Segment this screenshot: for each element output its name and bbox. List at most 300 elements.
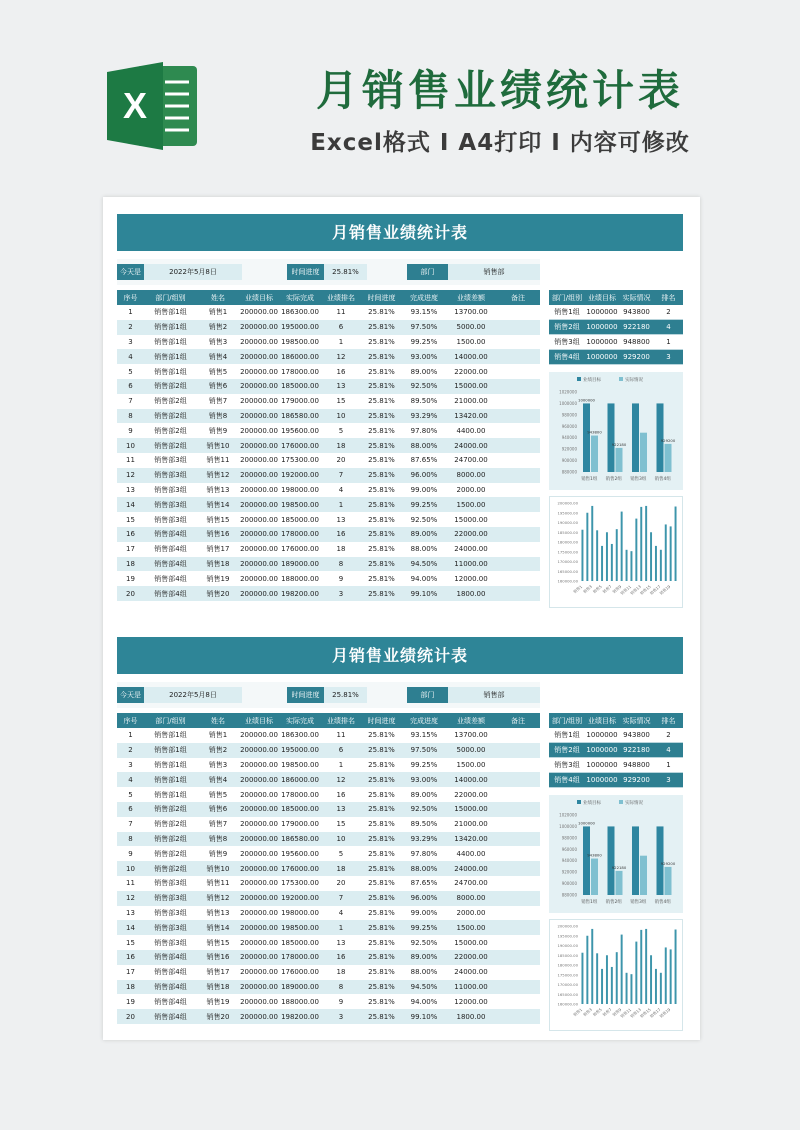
table-cell[interactable]: 176000.00 [279, 965, 321, 980]
table-cell[interactable]: 15000.00 [446, 935, 496, 950]
table-cell[interactable]: 销售2 [197, 743, 239, 758]
group-cell[interactable]: 1000000 [585, 743, 619, 758]
table-cell[interactable] [496, 527, 540, 542]
table-cell[interactable]: 175300.00 [279, 876, 321, 891]
table-cell[interactable]: 9 [321, 994, 361, 1009]
table-cell[interactable]: 94.00% [402, 571, 446, 586]
table-cell[interactable]: 14000.00 [446, 349, 496, 364]
table-cell[interactable] [496, 920, 540, 935]
table-cell[interactable]: 200000.00 [239, 364, 279, 379]
table-cell[interactable]: 200000.00 [239, 527, 279, 542]
table-cell[interactable]: 200000.00 [239, 586, 279, 601]
table-cell[interactable]: 销售部1组 [144, 787, 197, 802]
table-cell[interactable] [496, 876, 540, 891]
group-cell[interactable]: 1000000 [585, 758, 619, 773]
group-cell[interactable]: 销售2组 [549, 320, 585, 335]
table-cell[interactable]: 200000.00 [239, 497, 279, 512]
table-cell[interactable]: 87.65% [402, 453, 446, 468]
group-cell[interactable]: 销售3组 [549, 758, 585, 773]
table-cell[interactable]: 7 [117, 394, 144, 409]
table-cell[interactable]: 200000.00 [239, 891, 279, 906]
table-cell[interactable] [496, 557, 540, 572]
table-cell[interactable]: 销售部2组 [144, 861, 197, 876]
table-cell[interactable]: 2 [117, 320, 144, 335]
table-cell[interactable]: 销售18 [197, 980, 239, 995]
table-cell[interactable]: 25.81% [361, 542, 402, 557]
table-cell[interactable]: 18 [321, 438, 361, 453]
table-cell[interactable]: 1 [117, 305, 144, 320]
group-cell[interactable]: 销售4组 [549, 349, 585, 364]
table-cell[interactable]: 20 [117, 586, 144, 601]
table-cell[interactable]: 销售部1组 [144, 758, 197, 773]
table-cell[interactable] [496, 379, 540, 394]
table-cell[interactable]: 9 [321, 571, 361, 586]
table-cell[interactable]: 销售部2组 [144, 409, 197, 424]
table-cell[interactable]: 销售7 [197, 394, 239, 409]
table-cell[interactable]: 200000.00 [239, 980, 279, 995]
table-cell[interactable]: 销售2 [197, 320, 239, 335]
table-cell[interactable]: 185000.00 [279, 379, 321, 394]
table-cell[interactable]: 销售部4组 [144, 950, 197, 965]
table-cell[interactable]: 178000.00 [279, 364, 321, 379]
table-cell[interactable]: 销售9 [197, 846, 239, 861]
table-cell[interactable]: 14000.00 [446, 772, 496, 787]
table-cell[interactable]: 1 [321, 758, 361, 773]
table-cell[interactable] [496, 586, 540, 601]
table-cell[interactable]: 200000.00 [239, 920, 279, 935]
table-cell[interactable]: 21000.00 [446, 394, 496, 409]
table-cell[interactable] [496, 817, 540, 832]
table-cell[interactable]: 25.81% [361, 772, 402, 787]
table-cell[interactable]: 16 [117, 950, 144, 965]
table-cell[interactable]: 200000.00 [239, 423, 279, 438]
table-cell[interactable]: 销售部3组 [144, 906, 197, 921]
table-cell[interactable]: 3 [117, 758, 144, 773]
group-cell[interactable]: 3 [654, 349, 683, 364]
table-cell[interactable]: 销售10 [197, 861, 239, 876]
table-cell[interactable]: 销售部2组 [144, 438, 197, 453]
table-cell[interactable]: 销售13 [197, 483, 239, 498]
table-cell[interactable]: 25.81% [361, 349, 402, 364]
table-cell[interactable]: 5 [321, 423, 361, 438]
group-cell[interactable]: 1000000 [585, 728, 619, 743]
table-cell[interactable]: 25.81% [361, 586, 402, 601]
table-cell[interactable]: 99.25% [402, 335, 446, 350]
table-cell[interactable]: 25.81% [361, 846, 402, 861]
table-cell[interactable]: 24000.00 [446, 438, 496, 453]
table-cell[interactable]: 198000.00 [279, 483, 321, 498]
table-cell[interactable]: 185000.00 [279, 935, 321, 950]
table-cell[interactable] [496, 423, 540, 438]
table-cell[interactable]: 12000.00 [446, 994, 496, 1009]
table-cell[interactable] [496, 728, 540, 743]
table-cell[interactable]: 25.81% [361, 994, 402, 1009]
table-cell[interactable]: 销售15 [197, 512, 239, 527]
table-cell[interactable]: 16 [321, 787, 361, 802]
table-cell[interactable]: 192000.00 [279, 468, 321, 483]
group-cell[interactable]: 948800 [619, 758, 654, 773]
table-cell[interactable]: 销售部4组 [144, 980, 197, 995]
table-cell[interactable]: 销售部4组 [144, 965, 197, 980]
table-cell[interactable]: 销售部2组 [144, 423, 197, 438]
table-cell[interactable] [496, 861, 540, 876]
table-cell[interactable]: 5 [117, 787, 144, 802]
table-cell[interactable]: 10 [321, 832, 361, 847]
table-cell[interactable]: 销售部3组 [144, 497, 197, 512]
group-cell[interactable]: 1000000 [585, 305, 619, 320]
table-cell[interactable]: 2000.00 [446, 483, 496, 498]
table-cell[interactable]: 200000.00 [239, 335, 279, 350]
table-cell[interactable]: 5000.00 [446, 320, 496, 335]
table-cell[interactable]: 6 [117, 379, 144, 394]
table-cell[interactable]: 销售部3组 [144, 453, 197, 468]
table-cell[interactable]: 25.81% [361, 483, 402, 498]
table-cell[interactable]: 销售4 [197, 772, 239, 787]
table-cell[interactable]: 1 [321, 335, 361, 350]
table-cell[interactable]: 16 [321, 364, 361, 379]
table-cell[interactable]: 18 [117, 980, 144, 995]
table-cell[interactable] [496, 772, 540, 787]
table-cell[interactable]: 93.29% [402, 832, 446, 847]
table-cell[interactable]: 93.00% [402, 772, 446, 787]
table-cell[interactable]: 销售部1组 [144, 335, 197, 350]
table-cell[interactable]: 销售16 [197, 527, 239, 542]
group-cell[interactable]: 1 [654, 335, 683, 350]
group-cell[interactable]: 922180 [619, 320, 654, 335]
table-cell[interactable]: 销售1 [197, 305, 239, 320]
table-cell[interactable]: 25.81% [361, 394, 402, 409]
table-cell[interactable]: 97.50% [402, 320, 446, 335]
table-cell[interactable]: 4 [117, 772, 144, 787]
table-cell[interactable]: 销售部2组 [144, 394, 197, 409]
table-cell[interactable]: 200000.00 [239, 787, 279, 802]
table-cell[interactable]: 12 [117, 891, 144, 906]
table-cell[interactable]: 16 [321, 950, 361, 965]
table-cell[interactable]: 25.81% [361, 935, 402, 950]
table-cell[interactable]: 89.00% [402, 950, 446, 965]
table-cell[interactable]: 1800.00 [446, 1009, 496, 1024]
table-cell[interactable]: 25.81% [361, 891, 402, 906]
table-cell[interactable]: 22000.00 [446, 787, 496, 802]
table-cell[interactable] [496, 906, 540, 921]
table-cell[interactable]: 1 [117, 728, 144, 743]
table-cell[interactable]: 18 [321, 542, 361, 557]
table-cell[interactable]: 1800.00 [446, 586, 496, 601]
table-cell[interactable]: 88.00% [402, 542, 446, 557]
table-cell[interactable] [496, 965, 540, 980]
table-cell[interactable]: 179000.00 [279, 394, 321, 409]
table-cell[interactable]: 88.00% [402, 965, 446, 980]
table-cell[interactable]: 15 [117, 935, 144, 950]
table-cell[interactable]: 13 [321, 935, 361, 950]
table-cell[interactable]: 10 [117, 861, 144, 876]
table-cell[interactable]: 销售6 [197, 802, 239, 817]
table-cell[interactable]: 24000.00 [446, 542, 496, 557]
table-cell[interactable]: 17 [117, 542, 144, 557]
table-cell[interactable] [496, 468, 540, 483]
table-cell[interactable]: 11 [321, 728, 361, 743]
progress-value[interactable]: 25.81% [324, 264, 367, 280]
table-cell[interactable]: 24000.00 [446, 965, 496, 980]
table-cell[interactable]: 1500.00 [446, 335, 496, 350]
table-cell[interactable]: 20 [321, 453, 361, 468]
table-cell[interactable]: 92.50% [402, 802, 446, 817]
table-cell[interactable]: 25.81% [361, 832, 402, 847]
table-cell[interactable]: 25.81% [361, 817, 402, 832]
table-cell[interactable]: 176000.00 [279, 438, 321, 453]
group-cell[interactable]: 2 [654, 305, 683, 320]
table-cell[interactable]: 200000.00 [239, 846, 279, 861]
group-cell[interactable]: 929200 [619, 349, 654, 364]
table-cell[interactable]: 4400.00 [446, 846, 496, 861]
table-cell[interactable] [496, 364, 540, 379]
table-cell[interactable]: 192000.00 [279, 891, 321, 906]
table-cell[interactable]: 25.81% [361, 758, 402, 773]
table-cell[interactable]: 14 [117, 920, 144, 935]
group-cell[interactable]: 销售3组 [549, 335, 585, 350]
table-cell[interactable]: 3 [321, 1009, 361, 1024]
table-cell[interactable]: 销售10 [197, 438, 239, 453]
table-cell[interactable]: 25.81% [361, 980, 402, 995]
table-cell[interactable]: 12 [321, 349, 361, 364]
table-cell[interactable]: 99.10% [402, 1009, 446, 1024]
table-cell[interactable]: 1500.00 [446, 920, 496, 935]
table-cell[interactable]: 195600.00 [279, 423, 321, 438]
table-cell[interactable]: 200000.00 [239, 468, 279, 483]
table-cell[interactable]: 5000.00 [446, 743, 496, 758]
table-cell[interactable]: 198200.00 [279, 586, 321, 601]
table-cell[interactable]: 178000.00 [279, 527, 321, 542]
table-cell[interactable]: 25.81% [361, 861, 402, 876]
table-cell[interactable]: 24700.00 [446, 876, 496, 891]
table-cell[interactable]: 93.15% [402, 728, 446, 743]
table-cell[interactable]: 25.81% [361, 965, 402, 980]
table-cell[interactable] [496, 512, 540, 527]
table-cell[interactable]: 93.00% [402, 349, 446, 364]
table-cell[interactable]: 销售部4组 [144, 1009, 197, 1024]
table-cell[interactable]: 200000.00 [239, 349, 279, 364]
table-cell[interactable]: 195000.00 [279, 320, 321, 335]
table-cell[interactable]: 198500.00 [279, 758, 321, 773]
table-cell[interactable]: 97.50% [402, 743, 446, 758]
table-cell[interactable]: 销售8 [197, 409, 239, 424]
table-cell[interactable]: 94.50% [402, 980, 446, 995]
table-cell[interactable]: 200000.00 [239, 571, 279, 586]
table-cell[interactable]: 1 [321, 497, 361, 512]
table-cell[interactable]: 销售17 [197, 965, 239, 980]
table-cell[interactable]: 89.00% [402, 787, 446, 802]
table-cell[interactable]: 92.50% [402, 935, 446, 950]
table-cell[interactable]: 200000.00 [239, 994, 279, 1009]
table-cell[interactable]: 25.81% [361, 728, 402, 743]
table-cell[interactable]: 21000.00 [446, 817, 496, 832]
table-cell[interactable]: 25.81% [361, 950, 402, 965]
table-cell[interactable]: 92.50% [402, 512, 446, 527]
table-cell[interactable]: 18 [117, 557, 144, 572]
table-cell[interactable]: 25.81% [361, 557, 402, 572]
table-cell[interactable]: 销售1 [197, 728, 239, 743]
table-cell[interactable]: 25.81% [361, 1009, 402, 1024]
table-cell[interactable]: 200000.00 [239, 906, 279, 921]
table-cell[interactable] [496, 497, 540, 512]
table-cell[interactable]: 13 [321, 379, 361, 394]
table-cell[interactable]: 189000.00 [279, 980, 321, 995]
table-cell[interactable]: 4400.00 [446, 423, 496, 438]
table-cell[interactable]: 3 [117, 335, 144, 350]
table-cell[interactable] [496, 483, 540, 498]
table-cell[interactable]: 6 [321, 320, 361, 335]
table-cell[interactable]: 销售部4组 [144, 586, 197, 601]
table-cell[interactable]: 销售部3组 [144, 468, 197, 483]
table-cell[interactable]: 200000.00 [239, 542, 279, 557]
table-cell[interactable]: 销售19 [197, 994, 239, 1009]
table-cell[interactable]: 13 [117, 483, 144, 498]
table-cell[interactable]: 99.00% [402, 483, 446, 498]
table-cell[interactable]: 11000.00 [446, 980, 496, 995]
table-cell[interactable]: 25.81% [361, 876, 402, 891]
table-cell[interactable]: 15000.00 [446, 379, 496, 394]
table-cell[interactable]: 13420.00 [446, 409, 496, 424]
table-cell[interactable] [496, 891, 540, 906]
group-cell[interactable]: 销售2组 [549, 743, 585, 758]
table-cell[interactable]: 25.81% [361, 335, 402, 350]
table-cell[interactable]: 25.81% [361, 802, 402, 817]
table-cell[interactable]: 20 [117, 1009, 144, 1024]
table-cell[interactable]: 销售11 [197, 876, 239, 891]
table-cell[interactable]: 18 [321, 861, 361, 876]
table-cell[interactable]: 200000.00 [239, 817, 279, 832]
table-cell[interactable]: 14 [117, 497, 144, 512]
table-cell[interactable] [496, 305, 540, 320]
table-cell[interactable] [496, 950, 540, 965]
table-cell[interactable] [496, 846, 540, 861]
table-cell[interactable]: 13700.00 [446, 728, 496, 743]
table-cell[interactable]: 销售17 [197, 542, 239, 557]
table-cell[interactable] [496, 980, 540, 995]
table-cell[interactable]: 销售部1组 [144, 772, 197, 787]
table-cell[interactable]: 销售部1组 [144, 728, 197, 743]
table-cell[interactable]: 93.15% [402, 305, 446, 320]
table-cell[interactable]: 12 [321, 772, 361, 787]
table-cell[interactable]: 96.00% [402, 468, 446, 483]
group-cell[interactable]: 943800 [619, 728, 654, 743]
table-cell[interactable]: 13700.00 [446, 305, 496, 320]
table-cell[interactable]: 13 [321, 802, 361, 817]
table-cell[interactable]: 25.81% [361, 497, 402, 512]
table-cell[interactable]: 9 [117, 423, 144, 438]
table-cell[interactable]: 200000.00 [239, 320, 279, 335]
group-cell[interactable]: 4 [654, 743, 683, 758]
table-cell[interactable]: 25.81% [361, 320, 402, 335]
table-cell[interactable]: 销售12 [197, 468, 239, 483]
table-cell[interactable] [496, 438, 540, 453]
table-cell[interactable]: 195000.00 [279, 743, 321, 758]
table-cell[interactable]: 16 [117, 527, 144, 542]
table-cell[interactable]: 6 [117, 802, 144, 817]
table-cell[interactable]: 12 [117, 468, 144, 483]
table-cell[interactable] [496, 1009, 540, 1024]
table-cell[interactable]: 销售部2组 [144, 846, 197, 861]
table-cell[interactable]: 25.81% [361, 512, 402, 527]
table-cell[interactable]: 9 [117, 846, 144, 861]
table-cell[interactable]: 15 [321, 394, 361, 409]
table-cell[interactable]: 88.00% [402, 861, 446, 876]
table-cell[interactable]: 20 [321, 876, 361, 891]
table-cell[interactable]: 8000.00 [446, 891, 496, 906]
table-cell[interactable]: 200000.00 [239, 935, 279, 950]
table-cell[interactable]: 200000.00 [239, 379, 279, 394]
table-cell[interactable]: 销售5 [197, 787, 239, 802]
table-cell[interactable]: 24700.00 [446, 453, 496, 468]
table-cell[interactable]: 2000.00 [446, 906, 496, 921]
table-cell[interactable]: 1500.00 [446, 497, 496, 512]
table-cell[interactable]: 200000.00 [239, 453, 279, 468]
table-cell[interactable]: 11 [117, 876, 144, 891]
table-cell[interactable]: 15000.00 [446, 802, 496, 817]
table-cell[interactable]: 5 [321, 846, 361, 861]
table-cell[interactable]: 200000.00 [239, 728, 279, 743]
table-cell[interactable]: 销售19 [197, 571, 239, 586]
table-cell[interactable]: 186580.00 [279, 832, 321, 847]
table-cell[interactable]: 销售14 [197, 920, 239, 935]
table-cell[interactable]: 销售部2组 [144, 802, 197, 817]
table-cell[interactable]: 200000.00 [239, 1009, 279, 1024]
table-cell[interactable]: 2 [117, 743, 144, 758]
table-cell[interactable]: 8 [321, 557, 361, 572]
table-cell[interactable]: 99.10% [402, 586, 446, 601]
table-cell[interactable]: 13 [117, 906, 144, 921]
table-cell[interactable]: 销售16 [197, 950, 239, 965]
table-cell[interactable]: 销售部4组 [144, 542, 197, 557]
table-cell[interactable]: 销售部1组 [144, 320, 197, 335]
table-cell[interactable]: 25.81% [361, 906, 402, 921]
table-cell[interactable] [496, 758, 540, 773]
table-cell[interactable]: 销售部1组 [144, 743, 197, 758]
table-cell[interactable]: 销售部3组 [144, 891, 197, 906]
table-cell[interactable]: 99.25% [402, 497, 446, 512]
table-cell[interactable]: 200000.00 [239, 438, 279, 453]
today-value[interactable]: 2022年5月8日 [144, 687, 242, 703]
table-cell[interactable]: 13 [321, 512, 361, 527]
table-cell[interactable]: 25.81% [361, 379, 402, 394]
table-cell[interactable]: 92.50% [402, 379, 446, 394]
table-cell[interactable]: 销售20 [197, 1009, 239, 1024]
table-cell[interactable]: 4 [321, 906, 361, 921]
table-cell[interactable]: 16 [321, 527, 361, 542]
table-cell[interactable]: 200000.00 [239, 876, 279, 891]
table-cell[interactable]: 8 [117, 832, 144, 847]
table-cell[interactable]: 175300.00 [279, 453, 321, 468]
table-cell[interactable]: 18 [321, 965, 361, 980]
table-cell[interactable]: 10 [321, 409, 361, 424]
group-cell[interactable]: 1000000 [585, 349, 619, 364]
table-cell[interactable]: 89.00% [402, 364, 446, 379]
table-cell[interactable]: 200000.00 [239, 409, 279, 424]
table-cell[interactable]: 销售6 [197, 379, 239, 394]
table-cell[interactable]: 销售8 [197, 832, 239, 847]
table-cell[interactable] [496, 994, 540, 1009]
table-cell[interactable]: 销售部4组 [144, 571, 197, 586]
table-cell[interactable]: 销售部2组 [144, 832, 197, 847]
table-cell[interactable]: 销售部4组 [144, 994, 197, 1009]
table-cell[interactable]: 6 [321, 743, 361, 758]
table-cell[interactable]: 11 [117, 453, 144, 468]
table-cell[interactable] [496, 394, 540, 409]
table-cell[interactable]: 销售部3组 [144, 483, 197, 498]
table-cell[interactable]: 185000.00 [279, 802, 321, 817]
group-cell[interactable]: 922180 [619, 743, 654, 758]
table-cell[interactable]: 销售7 [197, 817, 239, 832]
